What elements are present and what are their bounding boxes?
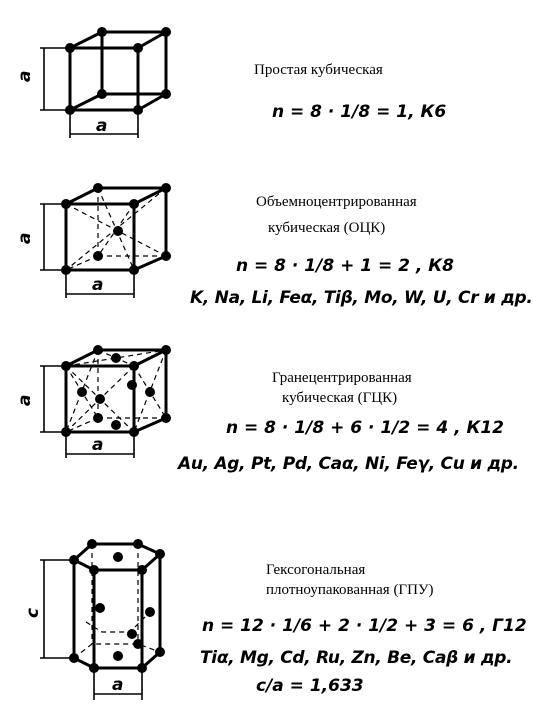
base-dimension-label: a (92, 435, 104, 455)
structure-subtitle: кубическая (ГЦК) (282, 390, 398, 406)
corner-atom (161, 27, 171, 37)
metals-list: Tiα, Mg, Cd, Ru, Zn, Be, Caβ и др. (200, 648, 513, 668)
corner-atom (133, 43, 143, 53)
interior-atom (145, 607, 155, 617)
simple-cubic-panel (0, 0, 533, 170)
basal-center-atom (113, 651, 123, 661)
face-center-atom (145, 387, 155, 397)
structure-title: Простая кубическая (254, 62, 383, 78)
face-center-atom (111, 420, 121, 430)
interior-atom (127, 629, 137, 639)
atoms-per-cell-formula: n = 8 · 1/8 = 1, К6 (272, 102, 447, 122)
atoms-per-cell-formula: n = 8 · 1/8 + 1 = 2 , К8 (236, 256, 455, 276)
side-dimension-label: a (15, 232, 35, 244)
hcp-panel (0, 510, 533, 714)
structure-subtitle: плотноупакованная (ГПУ) (266, 582, 434, 598)
fcc-panel (0, 340, 533, 510)
face-center-atom (77, 387, 87, 397)
atoms-per-cell-formula: n = 8 · 1/8 + 6 · 1/2 = 4 , К12 (226, 418, 505, 438)
structure-title: Объемноцентрированная (256, 194, 417, 210)
face-center-atom (127, 380, 137, 390)
face-center-atom (111, 353, 121, 363)
basal-center-atom (113, 552, 123, 562)
structure-subtitle: кубическая (ОЦК) (268, 220, 386, 236)
corner-atom (97, 27, 107, 37)
side-dimension-label: a (15, 70, 35, 82)
body-center-atom (113, 226, 123, 236)
bcc-panel (0, 170, 533, 340)
metals-list: K, Na, Li, Feα, Tiβ, Mo, W, U, Cr и др. (190, 288, 533, 308)
interior-atom (95, 603, 105, 613)
base-dimension-label: a (92, 275, 104, 295)
corner-atom (97, 89, 107, 99)
simple-cubic-lattice-diagram (0, 0, 533, 170)
face-center-atom (95, 394, 105, 404)
structure-title: Гранецентрированная (272, 370, 412, 386)
axial-ratio-formula: c/a = 1,633 (256, 676, 364, 696)
side-dimension-label: a (15, 394, 35, 406)
corner-atom (161, 89, 171, 99)
metals-list: Au, Ag, Pt, Pd, Caα, Ni, Feγ, Cu и др. (178, 454, 519, 474)
height-dimension-label: c (23, 607, 43, 618)
base-dimension-label: a (96, 116, 108, 136)
atoms-per-cell-formula: n = 12 · 1/6 + 2 · 1/2 + 3 = 6 , Г12 (202, 616, 527, 636)
structure-title: Гексогональная (266, 562, 366, 578)
base-dimension-label: a (112, 675, 124, 695)
